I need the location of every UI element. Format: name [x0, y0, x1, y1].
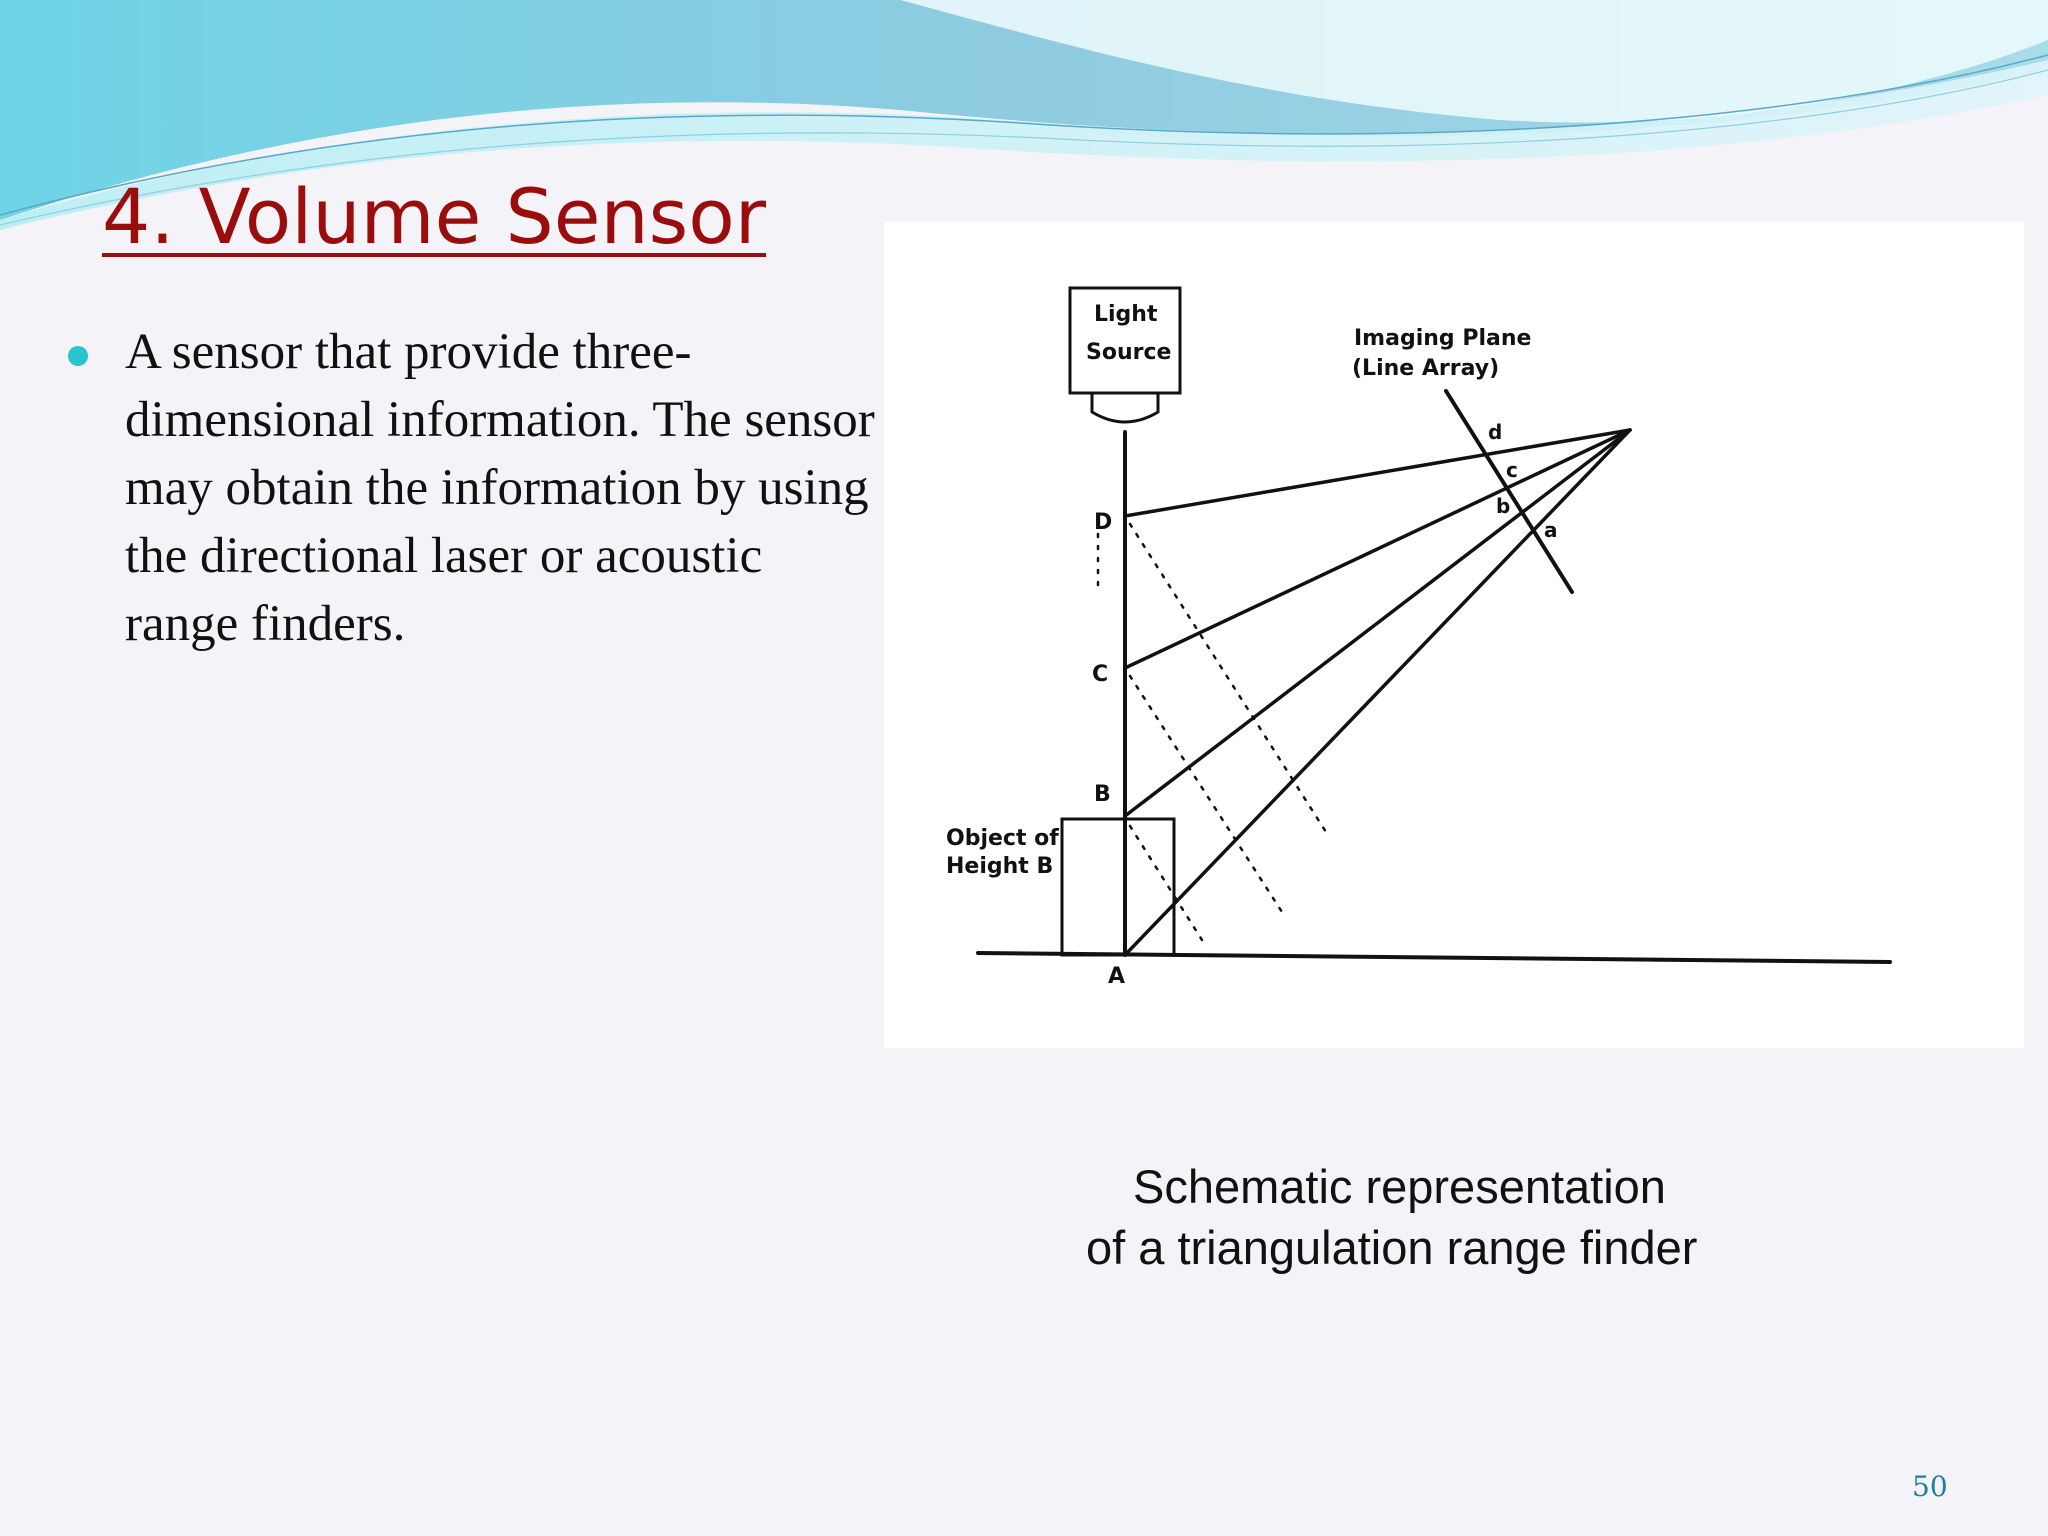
array-label-b: b [1496, 494, 1511, 518]
point-label-b-upper: B [1094, 782, 1111, 807]
bullet-dot-icon [68, 346, 88, 366]
point-label-c-upper: C [1092, 662, 1109, 687]
caption-line-1: Schematic representation [1133, 1160, 1666, 1213]
diagram-caption [1086, 1156, 1866, 1278]
ray-c [1125, 430, 1630, 668]
bullet-text: A sensor that provide three-dimensional information. The sensor may obtain the information by using the directional laser or acoustic range finders. [125, 324, 875, 652]
array-label-c: c [1506, 458, 1518, 482]
imaging-plane-label-2: (Line Array) [1352, 356, 1500, 381]
page-number: 50 [1912, 1470, 1948, 1503]
point-label-a-upper: A [1108, 964, 1126, 989]
ray-a [1125, 430, 1630, 955]
light-source-label-2: Source [1086, 340, 1172, 365]
array-label-d: d [1488, 420, 1503, 444]
array-label-a: a [1544, 518, 1558, 542]
bullet-list [60, 318, 880, 658]
bullet-item [60, 318, 880, 658]
caption-line-2: of a triangulation range finder [1086, 1221, 1698, 1274]
imaging-plane-line [1446, 391, 1572, 592]
point-label-d-upper: D [1094, 510, 1113, 535]
object-box [1062, 819, 1174, 955]
dotted-line-d [1130, 524, 1326, 832]
slide-title: 4. Volume Sensor [102, 172, 766, 261]
dotted-line-b [1130, 826, 1202, 940]
object-label-1: Object of [946, 826, 1059, 851]
ray-b [1125, 430, 1630, 816]
light-source-label-1: Light [1094, 302, 1158, 327]
object-label-2: Height B [946, 854, 1054, 879]
ray-d [1125, 430, 1630, 516]
light-source-lens [1092, 393, 1158, 422]
imaging-plane-label-1: Imaging Plane [1354, 326, 1532, 351]
triangulation-diagram [884, 222, 2024, 1048]
